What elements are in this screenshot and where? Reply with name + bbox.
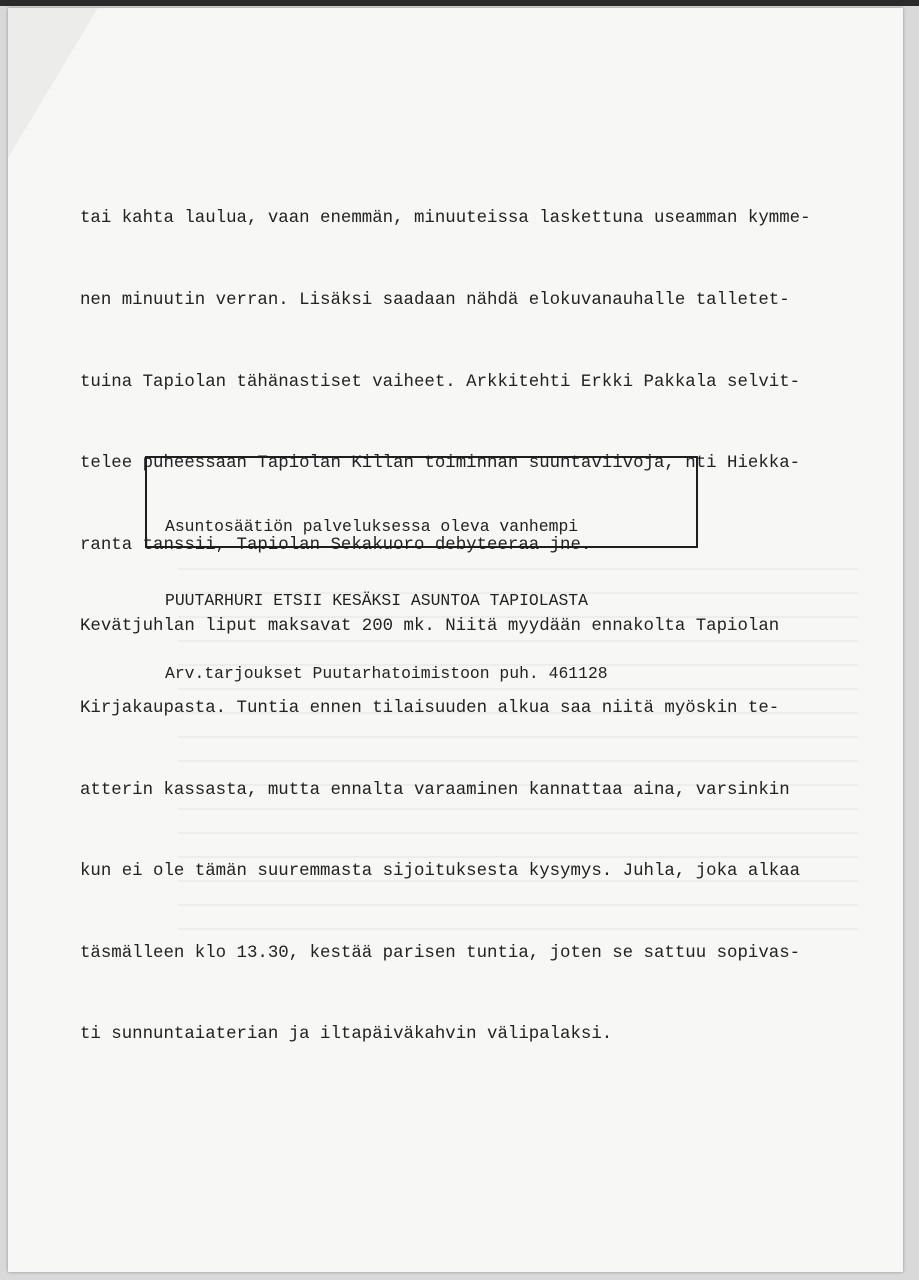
ad-line: Arv.tarjoukset Puutarhatoimistoon puh. 461128 <box>165 664 608 683</box>
text-line: telee puheessaan Tapiolan Killan toiminnan suuntaviivoja, nti Hiekka- <box>80 454 801 474</box>
ad-line: Asuntosäätiön palveluksessa oleva vanhempi <box>165 517 579 536</box>
text-line: ranta tanssii, Tapiolan Sekakuoro debyteeraa jne. <box>80 535 592 555</box>
text-line: Kirjakaupasta. Tuntia ennen tilaisuuden alkua saa niitä myöskin te- <box>80 698 780 718</box>
text-line: nen minuutin verran. Lisäksi saadaan nähdä elokuvanauhalle talletet- <box>80 291 790 310</box>
folded-corner <box>8 8 98 158</box>
ad-line: PUUTARHURI ETSII KESÄKSI ASUNTOA TAPIOLASTA <box>165 590 588 610</box>
text-line: kun ei ole tämän suuremmasta sijoituksesta kysymys. Juhla, joka alkaa <box>80 862 801 882</box>
text-line: tuina Tapiolan tähänastiset vaiheet. Arkkitehti Erkki Pakkala selvit- <box>80 372 801 392</box>
text-line: Kevätjuhlan liput maksavat 200 mk. Niitä myydään ennakolta Tapiolan <box>80 617 780 637</box>
text-line: täsmälleen klo 13.30, kestää parisen tuntia, joten se sattuu sopivas- <box>80 943 801 963</box>
text-line: atterin kassasta, mutta ennalta varaaminen kannattaa aina, varsinkin <box>80 780 790 800</box>
scan-top-edge <box>0 0 919 6</box>
text-line: ti sunnuntaiaterian ja iltapäiväkahvin välipalaksi. <box>80 1025 613 1045</box>
text-line: tai kahta laulua, vaan enemmän, minuuteissa laskettuna useamman kymme- <box>80 209 811 229</box>
